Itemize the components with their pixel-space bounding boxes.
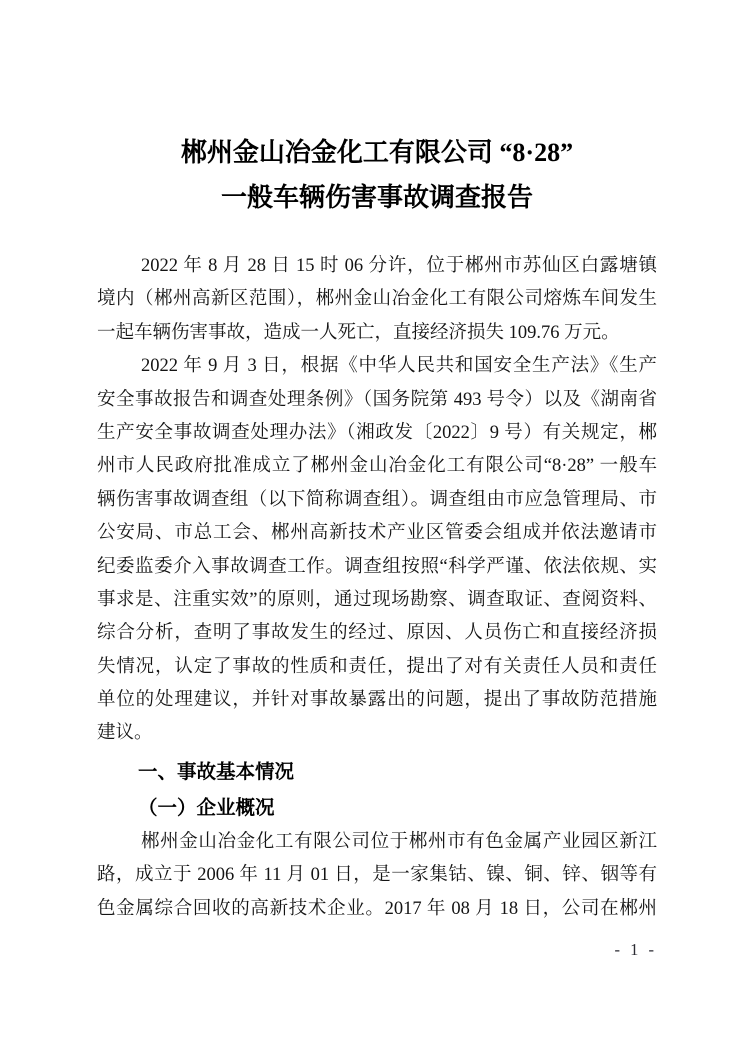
para2-line11: 单位的处理建议，并针对事故暴露出的问题，提出了事故防范措施 [97, 690, 657, 711]
para2-line12: 建议。 [97, 723, 153, 744]
report-title-line1: 郴州金山冶金化工有限公司 “8·28” [180, 138, 574, 167]
para2-line10: 失情况，认定了事故的性质和责任，提出了对有关责任人员和责任 [97, 656, 657, 677]
para1-line2: 境内（郴州高新区范围），郴州金山冶金化工有限公司熔炼车间发生 [97, 289, 657, 310]
para3-line2: 路，成立于 2006 年 11 月 01 日，是一家集钴、镍、铜、锌、铟等有 [97, 865, 657, 886]
para2-line1: 2022 年 9 月 3 日，根据《中华人民共和国安全生产法》《生产 [141, 356, 657, 377]
subsection-heading-company-overview: （一）企业概况 [138, 796, 275, 819]
para2-line6: 公安局、市总工会、郴州高新技术产业区管委会组成并依法邀请市 [97, 523, 657, 544]
report-body [97, 250, 657, 926]
report-title [97, 130, 657, 220]
para2-line2: 安全事故报告和调查处理条例》（国务院第 493 号令）以及《湖南省 [97, 389, 657, 410]
para3-line3: 色金属综合回收的高新技术企业。2017 年 08 月 18 日，公司在郴州 [97, 898, 657, 919]
para2-line3: 生产安全事故调查处理办法》（湘政发〔2022〕9 号）有关规定，郴 [97, 422, 657, 443]
para3-line1: 郴州金山冶金化工有限公司位于郴州市有色金属产业园区新江 [141, 831, 657, 852]
page-number: - 1 - [614, 940, 657, 959]
report-title-line2: 一般车辆伤害事故调查报告 [220, 183, 533, 212]
para1-line3: 一起车辆伤害事故，造成一人死亡，直接经济损失 109.76 万元。 [97, 322, 620, 343]
para2-line5: 辆伤害事故调查组（以下简称调查组）。调查组由市应急管理局、市 [97, 489, 657, 510]
para1-line1: 2022 年 8 月 28 日 15 时 06 分许，位于郴州市苏仙区白露塘镇 [141, 256, 657, 276]
para2-line7: 纪委监委介入事故调查工作。调查组按照“科学严谨、依法依规、实 [97, 556, 657, 577]
section-heading-basic-info: 一、事故基本情况 [138, 760, 295, 783]
para2-line4: 州市人民政府批准成立了郴州金山冶金化工有限公司“8·28” 一般车 [97, 456, 657, 477]
para2-line9: 综合分析，查明了事故发生的经过、原因、人员伤亡和直接经济损 [97, 623, 657, 644]
para2-line8: 事求是、注重实效”的原则，通过现场勘察、调查取证、查阅资料、 [97, 589, 657, 610]
